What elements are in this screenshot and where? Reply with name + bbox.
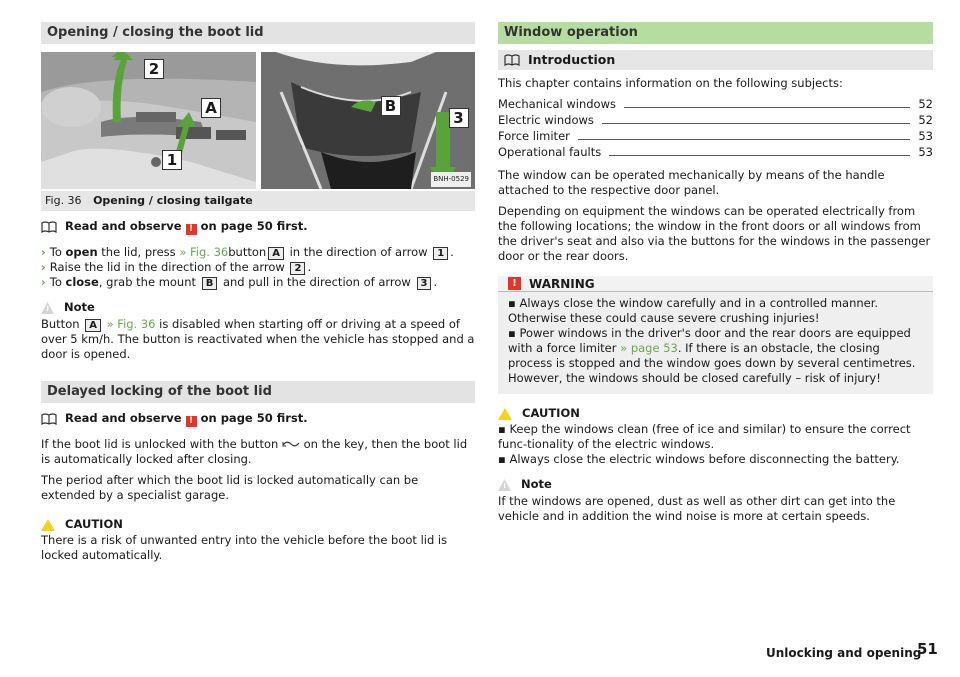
chevron-right-icon: › bbox=[41, 275, 46, 289]
page-number: 51 bbox=[917, 640, 938, 658]
figure-label-B: B bbox=[381, 96, 401, 116]
caution-triangle-icon bbox=[498, 408, 512, 420]
fig-36-link[interactable]: » Fig. 36 bbox=[179, 245, 229, 259]
read-observe-line-1 bbox=[41, 219, 475, 235]
introduction-bar: Introduction bbox=[498, 50, 933, 70]
warning-heading: ! WARNING bbox=[498, 276, 933, 292]
caution-list bbox=[498, 422, 933, 467]
contents-list bbox=[498, 97, 933, 160]
key-1: 1 bbox=[433, 247, 448, 260]
read-observe-line-2: Read and observe ! on page 50 first. bbox=[41, 411, 475, 427]
contents-row[interactable]: Electric windows 52 bbox=[498, 113, 933, 127]
note-text: If the windows are opened, dust as well as other dirt can get into the vehicle and in addition the wind noise is more at certain speeds. bbox=[498, 494, 896, 523]
delayed-locking-para-2: The period after which the boot lid is locked automatically can be extended by a specialist garage. bbox=[41, 473, 419, 502]
read-observe-text: Read and observe bbox=[65, 219, 182, 233]
key-unlock-boot-icon bbox=[282, 440, 300, 448]
key-3: 3 bbox=[417, 277, 432, 290]
warning-small-icon: ! bbox=[186, 416, 197, 427]
section-title-window-operation: Window operation bbox=[498, 22, 933, 44]
info-triangle-icon bbox=[41, 302, 54, 314]
warning-small-icon: ! bbox=[186, 224, 197, 235]
step-item: › To close, grab the mount B and pull in the direction of arrow 3 . bbox=[41, 275, 438, 289]
key-B: B bbox=[202, 277, 218, 290]
warning-bullet: ▪ Always close the window carefully and in a controlled manner. Otherwise these could cause severe crushing injuries! bbox=[508, 296, 879, 325]
figure-panel-close bbox=[261, 52, 476, 189]
caution-triangle-icon bbox=[41, 519, 55, 531]
figure-title: Opening / closing tailgate bbox=[93, 194, 253, 207]
key-A: A bbox=[85, 319, 101, 332]
left-column bbox=[41, 22, 475, 563]
contents-row[interactable]: Force limiter 53 bbox=[498, 129, 933, 143]
steps-list bbox=[41, 245, 475, 290]
section-title-boot-lid: Opening / closing the boot lid bbox=[41, 22, 475, 44]
caution-bullet: ▪ Keep the windows clean (free of ice and similar) to ensure the correct func-tionality of the electric windows. bbox=[498, 422, 911, 451]
step-item: › To open the lid, press » Fig. 36button A in the direction of arrow 1 . bbox=[41, 245, 454, 259]
contents-row[interactable]: Operational faults 53 bbox=[498, 145, 933, 159]
note-heading: Note bbox=[498, 477, 933, 492]
figure-label-2: 2 bbox=[144, 59, 164, 79]
warning-icon: ! bbox=[508, 277, 521, 290]
intro-text: This chapter contains information on the following subjects: bbox=[498, 76, 843, 90]
book-icon bbox=[41, 221, 57, 233]
contents-row[interactable]: Mechanical windows 52 bbox=[498, 97, 933, 111]
figure-label-A: A bbox=[201, 98, 221, 118]
window-para-1: The window can be operated mechanically by means of the handle attached to the respective door panel. bbox=[498, 168, 885, 197]
caution-bullet: ▪ Always close the electric windows before disconnecting the battery. bbox=[498, 452, 900, 466]
figure-caption bbox=[41, 191, 475, 211]
figure-36 bbox=[41, 52, 475, 189]
boot-close-illustration bbox=[261, 52, 476, 189]
fig-36-link[interactable]: » Fig. 36 bbox=[106, 317, 156, 331]
right-column bbox=[498, 22, 933, 524]
info-triangle-icon bbox=[498, 479, 511, 491]
footer-chapter: Unlocking and opening bbox=[766, 646, 922, 660]
delayed-locking-para-1: If the boot lid is unlocked with the button on the key, then the boot lid is automatically locked after closing. bbox=[41, 437, 468, 466]
figure-label-1: 1 bbox=[162, 150, 182, 170]
book-icon bbox=[504, 54, 520, 66]
book-icon bbox=[41, 413, 57, 425]
page-53-link[interactable]: » page 53 bbox=[620, 341, 678, 355]
window-para-2: Depending on equipment the windows can be operated electrically from the following locations; the window in the front doors or all windows from the driver's seat and also via the buttons for the windows in the passenger door or the rear doors. bbox=[498, 204, 931, 263]
figure-code: BNH-0529 bbox=[431, 172, 471, 187]
figure-number: Fig. 36 bbox=[45, 194, 82, 207]
chevron-right-icon: › bbox=[41, 245, 46, 259]
chevron-right-icon: › bbox=[41, 260, 46, 274]
step-item: › Raise the lid in the direction of the arrow 2 . bbox=[41, 260, 312, 274]
caution-heading: CAUTION bbox=[41, 517, 475, 532]
read-observe-tail: on page 50 first. bbox=[200, 219, 308, 233]
warning-bullet: ▪ Power windows in the driver's door and the rear doors are equipped with a force limiter » page 53. If there is an obstacle, the closing process is stopped and the window goes down by several centimetres. However, the windows should be closed carefully – risk of injury! bbox=[508, 326, 916, 385]
caution-text: There is a risk of unwanted entry into the vehicle before the boot lid is locked automatically. bbox=[41, 533, 448, 562]
caution-heading: CAUTION bbox=[498, 406, 933, 421]
warning-box bbox=[498, 276, 933, 394]
figure-panel-open bbox=[41, 52, 256, 189]
note-text: Button A » Fig. 36 is disabled when starting off or driving at a speed of over 5 km/h. The button is reactivated when the vehicle has stopped and a door is opened. bbox=[41, 317, 475, 361]
key-A: A bbox=[268, 247, 284, 260]
key-2: 2 bbox=[290, 262, 305, 275]
figure-label-3: 3 bbox=[449, 108, 469, 128]
note-heading: Note bbox=[41, 300, 475, 315]
section-title-delayed-locking: Delayed locking of the boot lid bbox=[41, 381, 475, 403]
